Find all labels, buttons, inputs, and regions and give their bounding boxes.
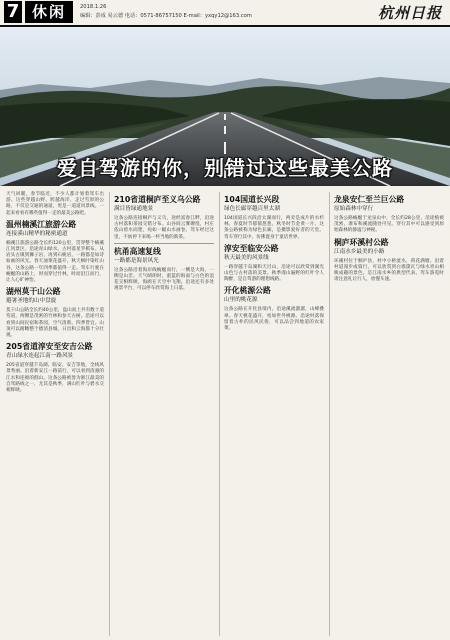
header-rule — [0, 25, 450, 27]
article-body: 环溪村位于桐庐县，村中小桥流水，荷花满塘。沿着村道漫步或骑行，可以欣赏到白墙黛瓦与绿水青山相映成趣的景色，是江南水乡的典型代表。驾车游览时请注意礼让行人，放慢车速。 — [334, 258, 444, 283]
article-body: 这条公路沿着海岸线蜿蜒而行，一侧是大海，一侧是山峦。天气晴朗时，湛蓝的海面与白色的浪花交相辉映，海鸥在天空中飞翔。沿途还有多处观景平台，可以停车欣赏海上日落。 — [114, 267, 214, 292]
article-title: 温州楠溪江旅游公路 — [6, 219, 77, 229]
article-subtitle: 连接溪山精华的秘密通道 — [6, 230, 68, 237]
column-1 — [6, 192, 104, 396]
article-subtitle: 秋天最美的风景线 — [224, 254, 269, 261]
article-body: 这条公路连接桐庐与义乌，途经富春江畔，沿途古村落和茶园交错分布。山谷间云雾缭绕，村庄依山傍水而建，宛如一幅山水画卷。驾车经过这里，不妨停下来喝一杯当地的新茶。 — [114, 216, 214, 240]
column-divider — [329, 192, 330, 636]
article-subtitle: 避暑圣地的山中盘旋 — [6, 298, 57, 305]
article-subtitle: 原始森林中穿行 — [334, 206, 374, 212]
article-title: 开化桃源公路 — [224, 286, 271, 296]
article-subtitle: 江南水乡最美的小路 — [334, 248, 385, 255]
article-title: 淳安至临安公路 — [224, 243, 279, 253]
article-subtitle: 青山绿水连起江南一路风景 — [6, 353, 74, 360]
column-divider — [219, 192, 220, 636]
article-body: 这条公路在开化县境内，沿途溪流潺潺，山峰叠翠。春天桃花盛开，宛如世外桃源。沿途村落保留着古朴的民风民俗，可以品尝到地道的农家菜。 — [224, 307, 324, 332]
column-3 — [224, 192, 324, 334]
column-divider — [109, 192, 110, 636]
article-title: 210省道桐庐至义乌公路 — [114, 195, 201, 204]
article-subtitle: 一路都是海景风光 — [114, 257, 159, 264]
article-title: 104国道长兴段 — [224, 195, 280, 204]
editor-info: 编辑：彭成 易云德 电话：0571-86757150 E-mail：yxqy12@163.com — [80, 13, 252, 19]
column-2 — [114, 192, 214, 295]
intro-text: 天气回暖，春节临近，不少人都计划着驾车出游。这些穿越山野、跨越海洋、走过雪原的公路，不仅是交通的通道，更是一道道风景线。一起来看看有哪些值得一走的最美公路吧。 — [6, 192, 104, 216]
article-title: 杭甬高速复线 — [114, 246, 161, 256]
article-title: 湖州莫干山公路 — [6, 287, 61, 297]
column-4 — [334, 192, 444, 285]
page-header — [0, 0, 450, 26]
article-subtitle: 山里的桃花源 — [224, 297, 258, 304]
article-body: 莫干山公路全长约40公里，盘山而上共有数十道弯道，两侧是茂密的竹林和参天古树。沿途可以看到山间民宿和茶园，空气清新，四季皆宜。山顶可以俯瞰整个德清县城，日出和云海都十分壮观。 — [6, 308, 104, 339]
article-body: 这条公路蜿蜒于龙泉山中，全长约28公里，沿途植被茂密，瀑布和溪流随处可见。穿行其中可以感受到原始森林的静谧与神秘。 — [334, 216, 444, 234]
article-title: 龙泉安仁至兰巨公路 — [334, 195, 405, 204]
article-body: 一路穿越千岛湖和天目山，沿途可以欣赏到湖光山色与古村落的美景。秋季漫山遍野的红叶令人陶醉，是自驾游的理想线路。 — [224, 264, 324, 283]
issue-date: 2018.1.26 — [80, 4, 107, 10]
article-body: 104国道长兴段沿太湖而行，两旁是成片的水杉林，春夏时节郁郁葱葱，秋冬时节金黄一片。这条公路被称为绿色长廊，是摄影爱好者的天堂。驾车穿行其中，仿佛置身于童话世界。 — [224, 216, 324, 240]
page-number: 7 — [4, 1, 22, 23]
newspaper-logo: 杭州日报 — [377, 4, 442, 22]
article-title: 桐庐环溪村公路 — [334, 237, 389, 247]
separator — [114, 243, 214, 244]
section-name: 休闲 — [25, 1, 73, 23]
article-subtitle: 绿色长廊穿越百里太湖 — [224, 206, 280, 212]
article-body: 楠溪江旅游公路全长约120公里，贯穿整个楠溪江风景区，沿途青山绿水、古村落星罗棋布。从岩头古镇到狮子岩，再到石桅岩，一路都是如诗如画的风光。春天油菜花盛开，秋天枫叶染红山谷，这条公路一年四季都值得一走。驾车行驶在蜿蜒的山路上，时而穿过竹林，时而沿江而行，让人心旷神怡。 — [6, 240, 104, 284]
article-subtitle: 满目皆绿通地景 — [114, 206, 154, 212]
article-title: 205省道淳安至安吉公路 — [6, 342, 93, 352]
main-headline: 爱自驾游的你，别错过这些最美公路 — [57, 156, 393, 180]
article-body: 205省道穿越千岛湖、临安、安吉等地，全线风景秀丽。沿着新安江一路前行，可以看到清澈的江水和连绵的群山。这条公路被誉为浙江最美的自驾路线之一，尤其是秋季，满山红叶与碧水交相辉映。 — [6, 363, 104, 394]
